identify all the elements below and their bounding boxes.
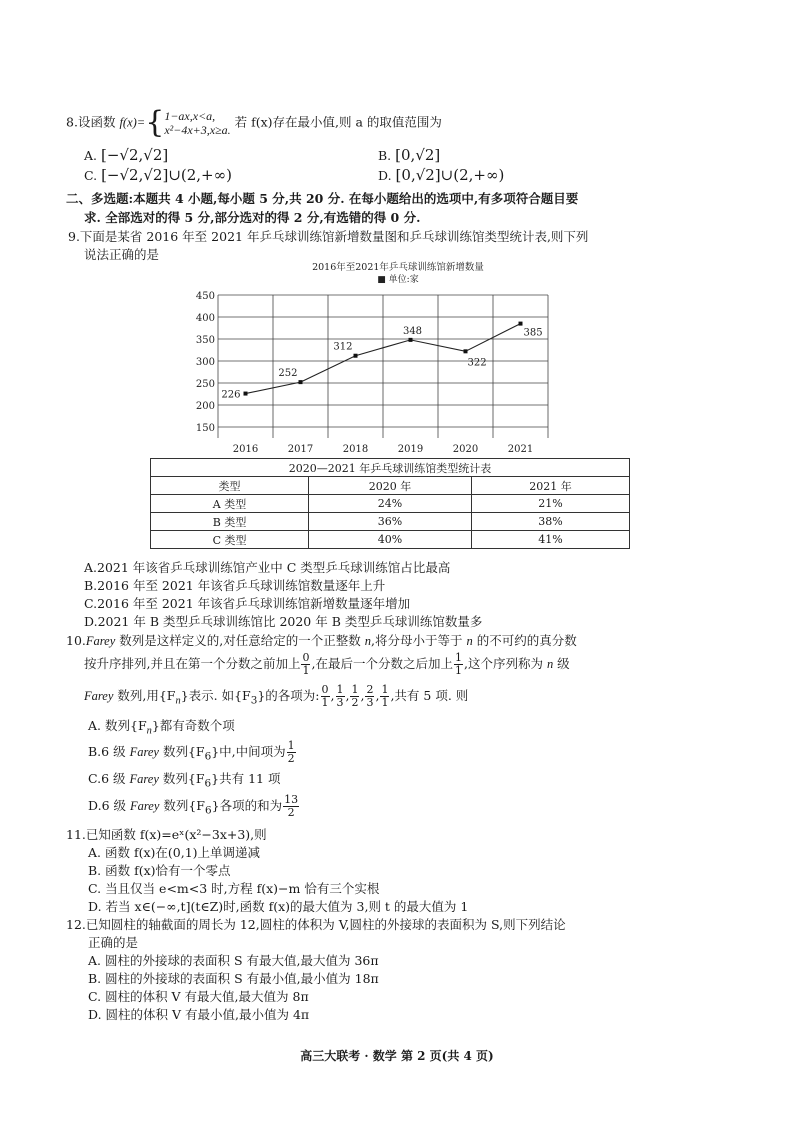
fraction-1-over-2: $\frac{1}{2}$ — [287, 739, 295, 765]
q10-option-c: C.6 级 Farey 数列$\{F_6\}$共有 11 项 — [88, 771, 281, 790]
q12-option-d: D. 圆柱的体积 V 有最小值,最小值为 4π — [88, 1007, 310, 1022]
q9-stem-line-1: 9.下面是某省 2016 年至 2021 年乒乓球训练馆新增数量图和乒乓球训练馆类型统计表,则下列 — [68, 229, 589, 244]
x-tick-label: 2019 — [397, 444, 424, 455]
q8-lead: 设函数 — [77, 114, 116, 130]
q10-line-1: 10.Farey 数列是这样定义的,对任意给定的一个正整数 n,将分母小于等于 n 的不可约的真分数 — [66, 633, 577, 648]
q8-option-c-text: [−√2,√2]∪(2,+∞) — [101, 166, 232, 184]
table-row — [151, 495, 630, 513]
q9-stem-line-2: 说法正确的是 — [84, 247, 160, 262]
x-tick-label: 2021 — [507, 444, 534, 455]
y-tick-label: 200 — [195, 401, 215, 412]
fraction-0-over-1: $\frac{0}{1}$ — [302, 651, 310, 677]
seq-term: $\frac{1}{3}$ — [336, 683, 344, 709]
q8-tail: 若 f(x)存在最小值,则 a 的取值范围为 — [234, 114, 442, 130]
x-tick-label: 2018 — [342, 444, 369, 455]
q8-option-b: B. [0,√2] — [378, 146, 441, 164]
q8-function-name: f(x)= — [119, 115, 146, 130]
table-cell: 24% — [309, 495, 472, 513]
data-point — [354, 354, 358, 358]
q12-stem-line-1: 12.已知圆柱的轴截面的周长为 12,圆柱的体积为 V,圆柱的外接球的表面积为 S,则下列结论 — [66, 917, 566, 932]
y-tick-label: 250 — [195, 379, 215, 390]
data-label: 322 — [467, 357, 487, 369]
q8-option-c: C. [−√2,√2]∪(2,+∞) — [84, 166, 232, 184]
y-tick-label: 400 — [195, 313, 215, 324]
q12-option-c: C. 圆柱的体积 V 有最大值,最大值为 8π — [88, 989, 309, 1004]
q9-option-d: D.2021 年 B 类型乒乓球训练馆比 2020 年 B 类型乒乓球训练馆数量多 — [84, 614, 483, 629]
q9-option-c: C.2016 年至 2021 年该省乒乓球训练馆新增数量逐年增加 — [84, 596, 411, 611]
table-caption: 2020—2021 年乒乓球训练馆类型统计表 — [151, 459, 630, 477]
q8-option-d-text: [0,√2]∪(2,+∞) — [395, 166, 505, 184]
q8-stem — [66, 105, 442, 140]
data-point — [299, 380, 303, 384]
q8-option-a-text: [−√2,√2] — [101, 146, 169, 164]
data-label: 385 — [523, 327, 543, 339]
data-point — [409, 338, 413, 342]
q12-option-b: B. 圆柱的外接球的表面积 S 有最小值,最小值为 18π — [88, 971, 379, 986]
q11-option-a: A. 函数 f(x)在(0,1)上单调递减 — [88, 845, 261, 860]
y-tick-label: 300 — [195, 357, 215, 368]
fraction-13-over-2: $\frac{13}{2}$ — [284, 793, 299, 819]
q9-option-b: B.2016 年至 2021 年该省乒乓球训练馆数量逐年上升 — [84, 578, 386, 593]
x-tick-label: 2016 — [232, 444, 259, 455]
table-row — [151, 531, 630, 549]
q8-piece-2: x²−4x+3,x≥a. — [164, 123, 231, 137]
table-cell: 21% — [471, 495, 629, 513]
y-tick-label: 450 — [195, 291, 215, 302]
seq-term: $\frac{0}{1}$ — [321, 683, 329, 709]
q8-number: 8. — [66, 114, 78, 130]
q12-option-a: A. 圆柱的外接球的表面积 S 有最大值,最大值为 36π — [88, 953, 379, 968]
table-cell: C 类型 — [151, 531, 309, 549]
table-cell: 36% — [309, 513, 472, 531]
q10-line-3: Farey 数列,用$\{F_n\}$表示. 如$\{F_3\}$的各项为: $\frac{0}{1}$ , $\frac{1}{3}$ , $\frac{1}{2}$ , $\frac{2}{3}$ , $\frac{1}{1}$ ,共有 5 项. 则 — [84, 683, 469, 709]
chart-subtitle: ■ 单位:家 — [377, 275, 419, 285]
page-footer: 高三大联考 · 数学 第 2 页(共 4 页) — [300, 1049, 494, 1063]
seq-term: $\frac{1}{2}$ — [351, 683, 359, 709]
q8-option-a: A. [−√2,√2] — [84, 146, 169, 164]
q11-option-b: B. 函数 f(x)恰有一个零点 — [88, 863, 231, 878]
q12-stem-line-2: 正确的是 — [88, 935, 139, 950]
table-cell: 38% — [471, 513, 629, 531]
table-cell: B 类型 — [151, 513, 309, 531]
table-cell: 41% — [471, 531, 629, 549]
q8-brace: { — [145, 105, 165, 140]
q11-option-d: D. 若当 x∈(−∞,t](t∈Z)时,函数 f(x)的最大值为 3,则 t 的最大值为 1 — [88, 899, 469, 914]
table-cell: 40% — [309, 531, 472, 549]
q10-line-2: 按升序排列,并且在第一个分数之前加上 $\frac{0}{1}$ ,在最后一个分数之后加上 $\frac{1}{1}$ ,这个序列称为 n 级 — [84, 651, 570, 677]
table-cell: A 类型 — [151, 495, 309, 513]
type-stat-table — [150, 458, 630, 549]
q11-option-c: C. 当且仅当 e<m<3 时,方程 f(x)−m 恰有三个实根 — [88, 881, 380, 896]
q8-option-b-text: [0,√2] — [395, 146, 441, 164]
table-header: 2020 年 — [309, 477, 472, 495]
data-label: 252 — [278, 368, 298, 380]
data-point — [519, 322, 523, 326]
data-label: 348 — [402, 325, 423, 337]
y-tick-label: 150 — [195, 423, 215, 434]
seq-term: $\frac{1}{1}$ — [381, 683, 389, 709]
q8-option-d: D. [0,√2]∪(2,+∞) — [378, 166, 505, 184]
q8-pieces — [164, 109, 230, 137]
q8-piece-1: 1−ax,x<a, — [164, 109, 216, 123]
data-label: 312 — [333, 341, 353, 353]
data-label: 226 — [221, 389, 241, 401]
seq-term: $\frac{2}{3}$ — [366, 683, 374, 709]
line-chart — [150, 255, 630, 455]
section2-line-1: 二、多选题:本题共 4 小题,每小题 5 分,共 20 分. 在每小题给出的选项中,有多项符合题目要 — [66, 191, 579, 206]
q10-option-a: A. 数列$\{F_n\}$都有奇数个项 — [88, 718, 235, 737]
x-tick-label: 2017 — [287, 444, 314, 455]
chart-title: 2016年至2021年乒乓球训练馆新增数量 — [312, 262, 484, 273]
x-tick-label: 2020 — [452, 444, 479, 455]
data-point — [464, 349, 468, 353]
y-tick-label: 350 — [195, 335, 215, 346]
table-row — [151, 513, 630, 531]
q11-stem: 11.已知函数 f(x)=eˣ(x²−3x+3),则 — [66, 827, 267, 842]
fraction-1-over-1: $\frac{1}{1}$ — [454, 651, 462, 677]
q9-option-a: A.2021 年该省乒乓球训练馆产业中 C 类型乒乓球训练馆占比最高 — [84, 560, 451, 575]
section2-line-2: 求. 全部选对的得 5 分,部分选对的得 2 分,有选错的得 0 分. — [84, 210, 421, 225]
table-header: 类型 — [151, 477, 309, 495]
data-point — [244, 392, 248, 396]
table-header: 2021 年 — [471, 477, 629, 495]
q10-option-b: B.6 级 Farey 数列$\{F_6\}$中,中间项为 $\frac{1}{2}$ — [88, 739, 295, 765]
q10-option-d: D.6 级 Farey 数列$\{F_6\}$各项的和为 $\frac{13}{2}$ — [88, 793, 299, 819]
